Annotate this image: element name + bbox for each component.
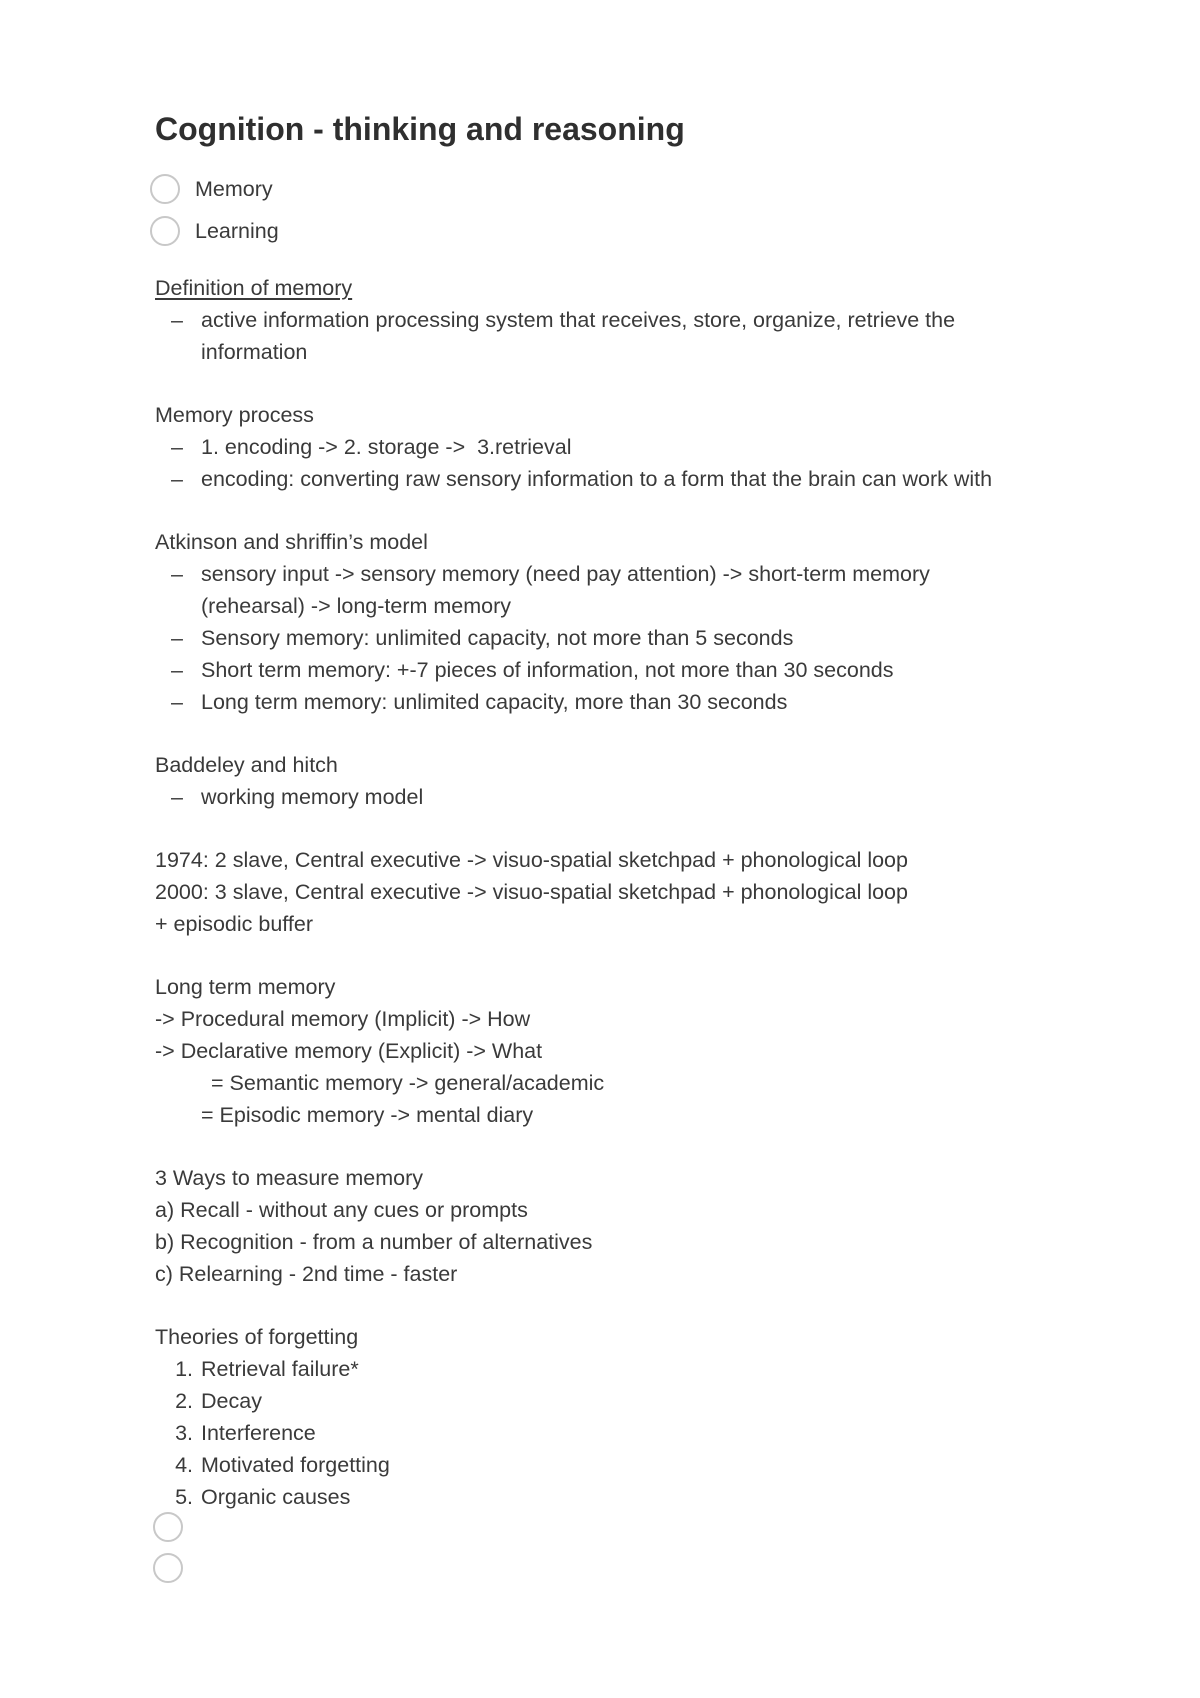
section-heading-atkinson: Atkinson and shriffin’s model: [155, 530, 428, 554]
bullet-item: – Sensory memory: unlimited capacity, not more than 5 seconds: [155, 622, 1115, 654]
section-heading-process: Memory process: [155, 403, 314, 427]
bullet-item: – encoding: converting raw sensory information to a form that the brain can work with: [155, 463, 1115, 495]
bullet-item: – active information processing system that receives, store, organize, retrieve the information: [155, 304, 1115, 368]
dash-bullet: –: [171, 658, 183, 682]
dash-bullet: –: [171, 562, 183, 586]
numbered-item: 3. Interference: [155, 1417, 1115, 1449]
numbered-item: 4. Motivated forgetting: [155, 1449, 1115, 1481]
checkbox-circle-icon[interactable]: [153, 1512, 183, 1542]
document-content: [155, 104, 1115, 1513]
text-subline: = Episodic memory -> mental diary: [201, 1103, 534, 1127]
checklist-item-learning[interactable]: [150, 210, 1115, 252]
bullet-item: – 1. encoding -> 2. storage -> 3.retrieval: [155, 431, 1115, 463]
section-heading-baddeley: Baddeley and hitch: [155, 753, 338, 777]
checklist-label: Learning: [195, 218, 279, 243]
text-line: -> Procedural memory (Implicit) -> How: [155, 1007, 531, 1031]
text-line: -> Declarative memory (Explicit) -> What: [155, 1039, 543, 1063]
item-number: 2.: [175, 1389, 193, 1413]
text-line: a) Recall - without any cues or prompts: [155, 1198, 528, 1222]
bullet-item: – Short term memory: +-7 pieces of information, not more than 30 seconds: [155, 654, 1115, 686]
checkbox-circle-icon[interactable]: [150, 216, 180, 246]
section-heading-definition: Definition of memory: [155, 276, 353, 300]
dash-bullet: –: [171, 785, 183, 809]
bullet-item: – sensory input -> sensory memory (need pay attention) -> short-term memory (rehearsal) -> long-term memory: [155, 558, 1115, 622]
text-line: c) Relearning - 2nd time - faster: [155, 1262, 458, 1286]
item-number: 3.: [175, 1421, 193, 1445]
dash-bullet: –: [171, 467, 183, 491]
dash-bullet: –: [171, 690, 183, 714]
text-line: b) Recognition - from a number of alternatives: [155, 1230, 593, 1254]
numbered-item: 5. Organic causes: [155, 1481, 1115, 1513]
item-number: 4.: [175, 1453, 193, 1477]
bullet-item: – working memory model: [155, 781, 1115, 813]
section-heading-measure: 3 Ways to measure memory: [155, 1166, 424, 1190]
text-line: + episodic buffer: [155, 912, 313, 936]
item-number: 1.: [175, 1357, 193, 1381]
page-title: Cognition - thinking and reasoning: [155, 111, 685, 147]
numbered-item: 1. Retrieval failure*: [155, 1353, 1115, 1385]
section-heading-forgetting: Theories of forgetting: [155, 1325, 359, 1349]
dash-bullet: –: [171, 435, 183, 459]
section-heading-longterm: Long term memory: [155, 975, 336, 999]
bullet-item: – Long term memory: unlimited capacity, more than 30 seconds: [155, 686, 1115, 718]
text-subline: = Semantic memory -> general/academic: [211, 1071, 605, 1095]
checkbox-circle-icon[interactable]: [153, 1553, 183, 1583]
item-number: 5.: [175, 1485, 193, 1509]
dash-bullet: –: [171, 626, 183, 650]
dash-bullet: –: [171, 308, 183, 332]
text-line: 1974: 2 slave, Central executive -> visuo-spatial sketchpad + phonological loop: [155, 848, 908, 872]
text-line: 2000: 3 slave, Central executive -> visuo-spatial sketchpad + phonological loop: [155, 880, 908, 904]
numbered-item: 2. Decay: [155, 1385, 1115, 1417]
checklist-label: Memory: [195, 176, 273, 201]
checkbox-circle-icon[interactable]: [150, 174, 180, 204]
checklist-item-memory[interactable]: [150, 168, 1115, 210]
